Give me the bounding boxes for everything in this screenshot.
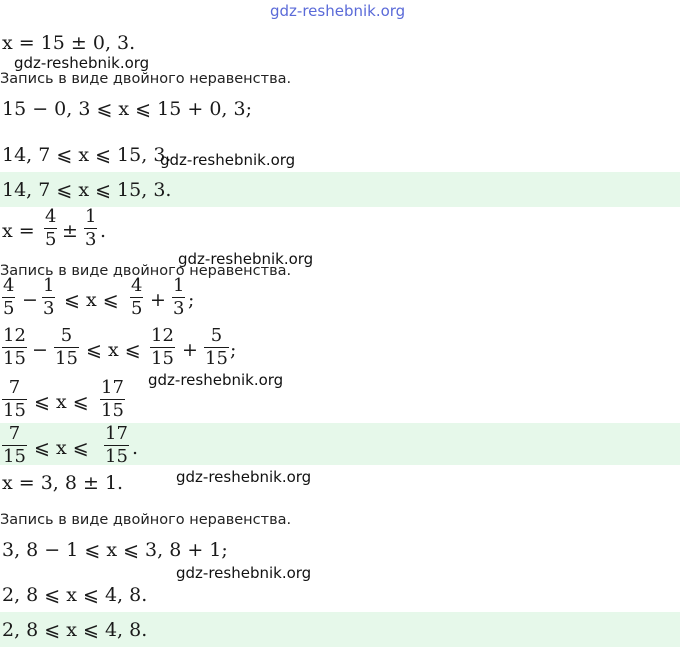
fraction [2,424,27,467]
denominator: 3 [85,229,97,250]
p1-given: x = 15 ± 0, 3. [2,32,136,54]
answer-band [0,423,680,465]
label-double-inequality: Запись в виде двойного неравенства. [0,71,292,87]
watermark: gdz-reshebnik.org [14,54,150,72]
p2-given-end: . [100,220,107,242]
numerator: 7 [8,377,21,398]
denominator: 15 [3,446,26,467]
p3-given: x = 3, 8 ± 1. [2,472,124,494]
plus-sign: + [182,339,198,361]
watermark-top: gdz-reshebnik.org [270,2,406,20]
watermark: gdz-reshebnik.org [176,468,312,486]
fraction [2,326,27,369]
watermark: gdz-reshebnik.org [178,250,314,268]
denominator: 5 [3,298,15,319]
semicolon: ; [188,289,195,311]
denominator: 5 [131,298,143,319]
denominator: 15 [105,446,128,467]
fraction [44,207,57,250]
fraction [42,276,55,319]
fraction [104,424,129,467]
denominator: 15 [55,348,78,369]
fraction [2,276,15,319]
p1-step1: 15 − 0, 3 ⩽ x ⩽ 15 + 0, 3; [2,98,252,120]
numerator: 12 [3,325,26,346]
watermark: gdz-reshebnik.org [160,151,296,169]
numerator: 17 [105,423,128,444]
denominator: 5 [45,229,57,250]
fraction [130,276,143,319]
numerator: 4 [3,275,15,296]
label-double-inequality: Запись в виде двойного неравенства. [0,263,292,279]
denominator: 15 [205,348,228,369]
numerator: 17 [101,377,124,398]
label-double-inequality: Запись в виде двойного неравенства. [0,512,292,528]
denominator: 15 [101,400,124,421]
p3-step2: 2, 8 ⩽ x ⩽ 4, 8. [2,584,148,606]
p3-answer: 2, 8 ⩽ x ⩽ 4, 8. [2,619,148,641]
p1-step2: 14, 7 ⩽ x ⩽ 15, 3. [2,144,172,166]
inequality-middle: ⩽ x ⩽ [34,437,89,459]
fraction [172,276,185,319]
denominator: 3 [43,298,55,319]
p3-step1: 3, 8 − 1 ⩽ x ⩽ 3, 8 + 1; [2,539,228,561]
denominator: 15 [151,348,174,369]
p2-given-lhs: x = [2,220,35,242]
denominator: 15 [3,348,26,369]
numerator: 4 [131,275,143,296]
fraction [204,326,229,369]
numerator: 4 [45,206,57,227]
numerator: 1 [43,275,55,296]
fraction [2,378,27,421]
fraction [150,326,175,369]
fraction [54,326,79,369]
denominator: 15 [3,400,26,421]
numerator: 5 [60,325,73,346]
minus-sign: − [32,339,48,361]
numerator: 12 [151,325,174,346]
inequality-middle: ⩽ x ⩽ [34,391,89,413]
fraction [84,207,97,250]
watermark: gdz-reshebnik.org [176,564,312,582]
numerator: 5 [210,325,223,346]
plus-sign: + [150,289,166,311]
p2-given-op: ± [62,220,78,242]
period: . [132,437,139,459]
numerator: 7 [8,423,21,444]
fraction [100,378,125,421]
inequality-middle: ⩽ x ⩽ [64,289,119,311]
numerator: 1 [85,206,97,227]
numerator: 1 [173,275,185,296]
watermark: gdz-reshebnik.org [148,371,284,389]
minus-sign: − [22,289,38,311]
denominator: 3 [173,298,185,319]
semicolon: ; [230,339,237,361]
inequality-middle: ⩽ x ⩽ [86,339,141,361]
p1-answer: 14, 7 ⩽ x ⩽ 15, 3. [2,179,172,201]
